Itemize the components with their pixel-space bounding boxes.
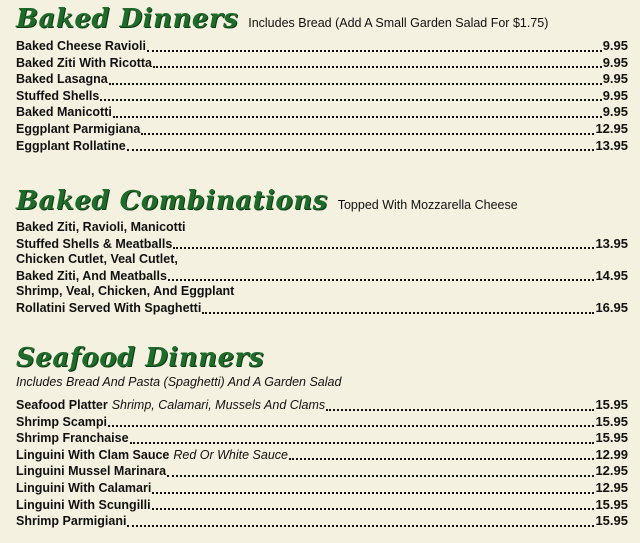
item-name: Shrimp Parmigiani (16, 514, 127, 529)
item-name: Baked Lasagna (16, 72, 108, 87)
combo-text: Stuffed Shells & Meatballs (16, 236, 173, 251)
leader-dots (167, 475, 594, 477)
item-name: Shrimp Franchaise (16, 431, 129, 446)
seafood-dinners-header (16, 343, 628, 373)
item-price: 12.95 (595, 479, 628, 495)
menu-item (16, 430, 628, 447)
leader-dots (127, 525, 594, 527)
item-price: 9.95 (602, 87, 628, 103)
item-price: 9.95 (602, 104, 628, 120)
combo-line: Shrimp, Veal, Chicken, And Eggplant (16, 284, 235, 299)
item-price: 15.95 (595, 496, 628, 512)
menu-item (16, 397, 628, 414)
section-note: Includes Bread (Add A Small Garden Salad For $1.75) (248, 16, 549, 30)
combo-line-priced (16, 300, 628, 317)
baked-dinners-section (16, 4, 628, 154)
item-name: Stuffed Shells (16, 88, 100, 103)
baked-combinations-section (16, 186, 628, 317)
item-name: Seafood Platter (16, 398, 108, 412)
baked-combinations-header (16, 186, 628, 216)
section-title: Baked Dinners (16, 4, 239, 34)
item-name: Linguini With Clam Sauce (16, 447, 170, 462)
leader-dots (152, 508, 595, 510)
menu-item (16, 55, 628, 72)
leader-dots (100, 99, 601, 101)
combo-text: Rollatini Served With Spaghetti (16, 300, 202, 315)
combo-line: Chicken Cutlet, Veal Cutlet, (16, 252, 178, 267)
item-name: Baked Ziti With Ricotta (16, 55, 153, 70)
item-name: Linguini Mussel Marinara (16, 464, 167, 479)
leader-dots (147, 50, 602, 52)
item-description: Shrimp, Calamari, Mussels And Clams (111, 398, 326, 412)
menu-item (16, 71, 628, 88)
leader-dots (168, 279, 595, 281)
menu-item (16, 513, 628, 530)
baked-dinners-list (16, 38, 628, 154)
menu-item (16, 104, 628, 121)
menu-item (16, 480, 628, 497)
item-price: 13.95 (595, 137, 628, 153)
item-name: Shrimp Scampi (16, 414, 107, 429)
baked-dinners-header (16, 4, 628, 34)
combo-line: Baked Ziti, Ravioli, Manicotti (16, 220, 186, 234)
leader-dots (153, 66, 602, 68)
combo-text: Baked Ziti, And Meatballs (16, 268, 167, 283)
menu-item (16, 463, 628, 480)
menu-item (16, 38, 628, 55)
item-price: 16.95 (595, 299, 628, 315)
seafood-dinners-section (16, 343, 628, 530)
section-note: Topped With Mozzarella Cheese (337, 198, 518, 212)
leader-dots (113, 116, 602, 118)
item-price: 15.95 (595, 430, 628, 446)
item-price: 12.95 (595, 120, 628, 136)
item-name: Linguini With Calamari (16, 480, 152, 495)
item-name: Baked Cheese Ravioli (16, 39, 146, 53)
item-price: 15.95 (595, 397, 628, 412)
menu-item (16, 88, 628, 105)
leader-dots (141, 133, 594, 135)
item-price: 12.95 (595, 463, 628, 479)
leader-dots (152, 492, 594, 494)
item-name: Linguini With Scungilli (16, 497, 151, 512)
leader-dots (202, 312, 594, 314)
item-price: 14.95 (595, 267, 628, 283)
section-title: Baked Combinations (16, 186, 328, 216)
leader-dots (326, 409, 594, 411)
item-price: 9.95 (602, 54, 628, 70)
item-description: Red Or White Sauce (173, 447, 289, 462)
menu-item (16, 138, 628, 155)
combo-line-priced (16, 268, 628, 285)
leader-dots (289, 458, 594, 460)
leader-dots (109, 83, 602, 85)
item-price: 12.99 (595, 446, 628, 462)
section-subtitle: Includes Bread And Pasta (Spaghetti) And A Garden Salad (16, 375, 342, 389)
menu-item (16, 447, 628, 464)
leader-dots (108, 425, 594, 427)
seafood-dinners-list (16, 397, 628, 530)
leader-dots (127, 149, 595, 151)
section-title: Seafood Dinners (16, 343, 264, 373)
leader-dots (173, 247, 594, 249)
item-price: 13.95 (595, 235, 628, 251)
baked-combinations-list (16, 220, 628, 317)
item-name: Baked Manicotti (16, 105, 112, 120)
item-price: 9.95 (602, 71, 628, 87)
leader-dots (130, 442, 595, 444)
item-price: 15.95 (595, 513, 628, 529)
combo-line-priced (16, 236, 628, 253)
item-name: Eggplant Rollatine (16, 138, 126, 153)
menu-item (16, 497, 628, 514)
menu-item (16, 121, 628, 138)
item-price: 15.95 (595, 413, 628, 429)
menu-item (16, 414, 628, 431)
item-name: Eggplant Parmigiana (16, 121, 141, 136)
item-price: 9.95 (602, 38, 628, 53)
